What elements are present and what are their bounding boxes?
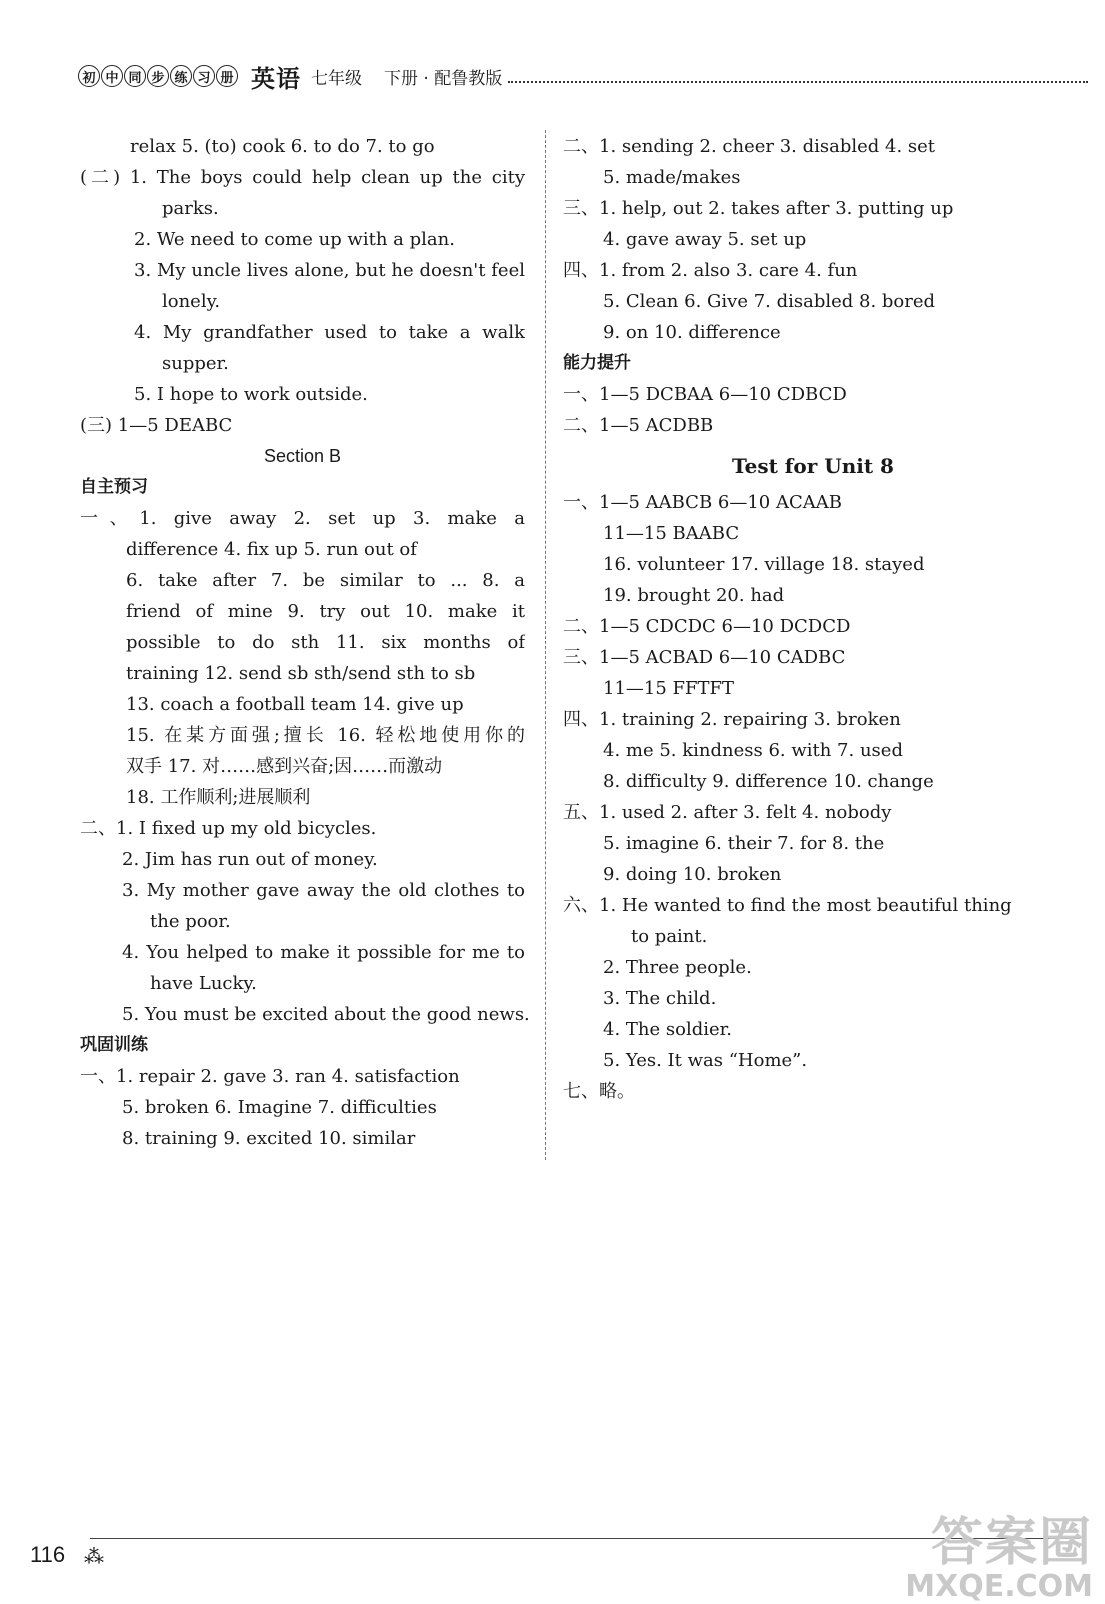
page-header [78,58,1088,94]
answer-line: 七、略。 [563,1081,635,1102]
answer-line: 双手 17. 对……感到兴奋;因……而激动 [126,756,443,777]
section-title: Section B [263,446,342,466]
answer-line: the poor. [150,911,231,932]
answer-line: training 12. send sb sth/send sth to sb [126,663,476,684]
series-char: 练 [170,65,192,87]
answer-line: (三) 1—5 DEABC [80,415,233,436]
answer-line: 11—15 BAABC [603,523,740,544]
answer-line: 二、1. sending 2. cheer 3. disabled 4. set [563,136,936,157]
series-char: 步 [147,65,169,87]
answer-line: 4. You helped to make it possible for me to [122,942,525,963]
answer-line: (二) 1. The boys could help clean up the city [80,167,525,188]
section-heading: 巩固训练 [80,1035,148,1055]
answer-line: 3. The child. [603,988,717,1009]
leaf-icon: ⁂ [84,1544,104,1568]
answer-line: 二、1—5 ACDBB [563,415,714,436]
answer-line: 三、1—5 ACBAD 6—10 CADBC [563,647,846,668]
section-heading: 自主预习 [80,477,148,497]
subject-title: 英语 [251,64,301,93]
answer-line: lonely. [162,291,221,312]
section-heading: 能力提升 [563,353,631,373]
answer-line: 一、1. give away 2. set up 3. make a [80,508,525,529]
answer-line: 5. You must be excited about the good news. [122,1004,530,1025]
grade-label: 七年级 [311,68,362,89]
page-number: 116 [30,1542,66,1567]
series-char: 习 [193,65,215,87]
answer-line: 3. My uncle lives alone, but he doesn't feel [134,260,525,281]
answer-line: 4. gave away 5. set up [603,229,807,250]
answer-line: 8. training 9. excited 10. similar [122,1128,416,1149]
answer-line: 5. broken 6. Imagine 7. difficulties [122,1097,437,1118]
answer-line: 6. take after 7. be similar to ... 8. a [126,570,525,591]
answer-line: to paint. [631,926,708,947]
answer-line: friend of mine 9. try out 10. make it [126,601,525,622]
answer-line: 四、1. from 2. also 3. care 4. fun [563,260,858,281]
header-dotted-rule [508,69,1088,83]
answer-line: 2. Jim has run out of money. [122,849,378,870]
series-char: 中 [101,65,123,87]
section-title: Test for Unit 8 [732,454,894,478]
answer-line: 三、1. help, out 2. takes after 3. putting up [563,198,954,219]
answer-line: 4. The soldier. [603,1019,732,1040]
watermark-cn: 答案圈 [930,1513,1093,1573]
answer-line: 一、1—5 AABCB 6—10 ACAAB [563,492,842,513]
answer-line: relax 5. (to) cook 6. to do 7. to go [130,136,435,157]
answer-line: 5. made/makes [603,167,741,188]
series-char: 同 [124,65,146,87]
answer-line: parks. [162,198,219,219]
answer-line: 19. brought 20. had [603,585,785,606]
edition-label: 下册 · 配鲁教版 [384,68,503,89]
answer-line: 5. I hope to work outside. [134,384,368,405]
answer-line: 11—15 FFTFT [603,678,735,699]
answer-line: 4. me 5. kindness 6. with 7. used [603,740,903,761]
right-column [563,131,1063,1107]
answer-line: possible to do sth 11. six months of [126,632,525,653]
answer-line: 二、1—5 CDCDC 6—10 DCDCD [563,616,851,637]
series-char: 初 [78,65,100,87]
answer-line: 5. imagine 6. their 7. for 8. the [603,833,885,854]
left-column [80,131,530,1154]
answer-line: 9. doing 10. broken [603,864,782,885]
watermark-en: MXQE.COM [905,1569,1093,1604]
answer-line: 二、1. I fixed up my old bicycles. [80,818,377,839]
answer-line: 18. 工作顺利;进展顺利 [126,787,311,808]
answer-line: 5. Clean 6. Give 7. disabled 8. bored [603,291,936,312]
answer-line: difference 4. fix up 5. run out of [126,539,417,560]
watermark-logo [905,1500,1093,1604]
answer-line: 2. We need to come up with a plan. [134,229,455,250]
answer-line: 3. My mother gave away the old clothes to [122,880,525,901]
answer-line: 四、1. training 2. repairing 3. broken [563,709,901,730]
column-divider [545,130,546,1160]
series-char: 册 [216,65,238,87]
answer-line: supper. [162,353,229,374]
answer-line: 8. difficulty 9. difference 10. change [603,771,934,792]
answer-line: 5. Yes. It was “Home”. [603,1050,808,1071]
answer-line: 4. My grandfather used to take a walk [134,322,525,343]
answer-line: 13. coach a football team 14. give up [126,694,464,715]
answer-line: 15. 在某方面强;擅长 16. 轻松地使用你的 [126,725,525,746]
answer-line: 9. on 10. difference [603,322,781,343]
answer-line: 2. Three people. [603,957,752,978]
answer-line: have Lucky. [150,973,257,994]
answer-line: 五、1. used 2. after 3. felt 4. nobody [563,802,892,823]
answer-line: 六、1. He wanted to find the most beautiful thing [563,895,1012,916]
answer-line: 一、1. repair 2. gave 3. ran 4. satisfaction [80,1066,460,1087]
answer-line: 一、1—5 DCBAA 6—10 CDBCD [563,384,847,405]
series-title [78,65,239,87]
answer-line: 16. volunteer 17. village 18. stayed [603,554,925,575]
